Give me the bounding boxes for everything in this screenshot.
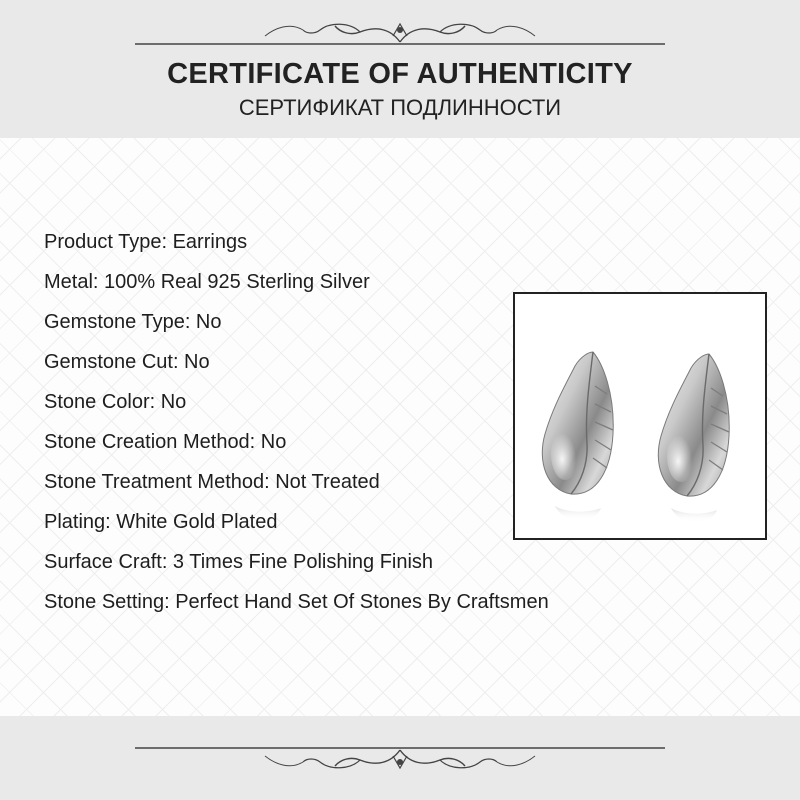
product-photo: [513, 292, 767, 540]
top-ornament-icon: [135, 18, 665, 48]
left-earring: [542, 352, 613, 521]
spec-list: [44, 222, 549, 622]
certificate-title: CERTIFICATE OF AUTHENTICITY: [167, 58, 633, 90]
spec-item: Stone Color: No: [44, 391, 187, 413]
spec-item: Surface Craft: 3 Times Fine Polishing Finish: [44, 551, 434, 573]
spec-item: Stone Setting: Perfect Hand Set Of Stones By Craftsmen: [44, 591, 549, 613]
spec-item: Product Type: Earrings: [44, 231, 248, 253]
spec-item: Stone Treatment Method: Not Treated: [44, 471, 380, 493]
right-earring: [658, 354, 729, 523]
leaf-earrings-icon: [515, 294, 765, 538]
footer-band: [0, 716, 800, 800]
bottom-ornament-icon: [135, 742, 665, 772]
certificate-subtitle: СЕРТИФИКАТ ПОДЛИННОСТИ: [238, 95, 562, 120]
spec-item: Gemstone Cut: No: [44, 351, 210, 373]
spec-item: Gemstone Type: No: [44, 311, 222, 333]
spec-item: Plating: White Gold Plated: [44, 511, 278, 533]
spec-item: Metal: 100% Real 925 Sterling Silver: [44, 271, 370, 293]
spec-item: Stone Creation Method: No: [44, 431, 287, 453]
header-band: [0, 0, 800, 138]
